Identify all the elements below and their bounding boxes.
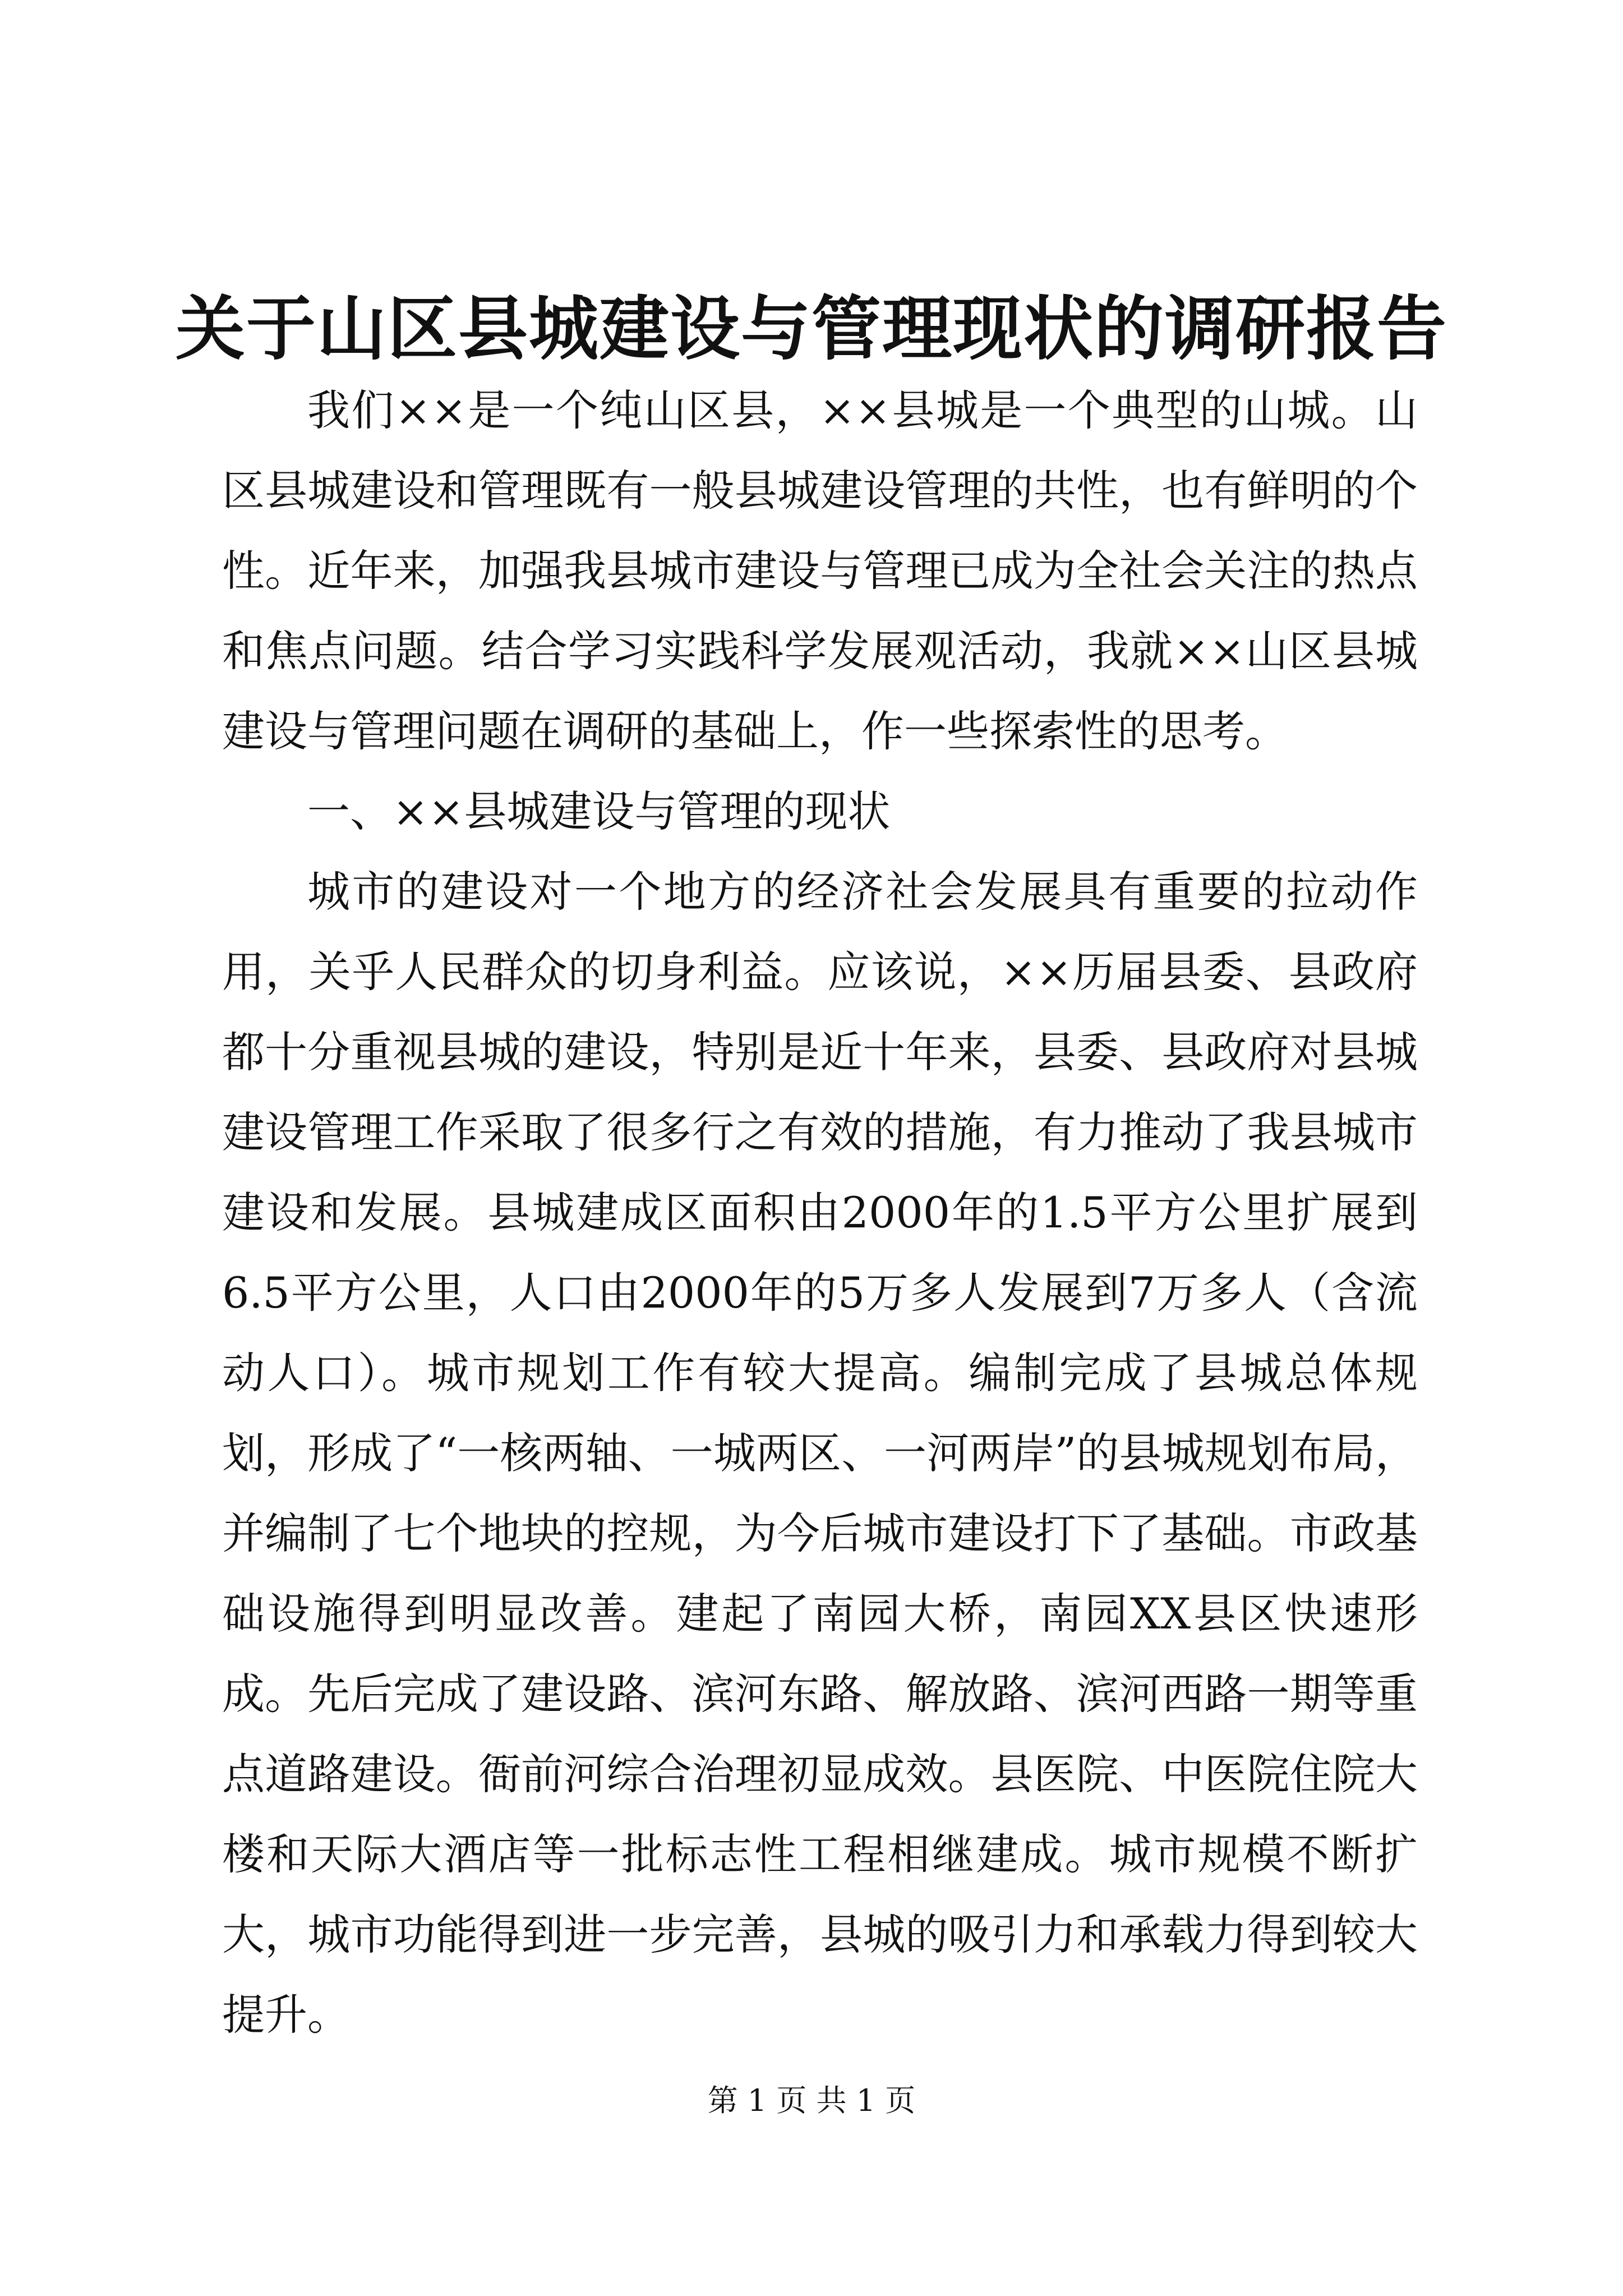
section-heading: 一、××县城建设与管理的现状 xyxy=(307,786,891,836)
intro-paragraph: 我们××是一个纯山区县，××县城是一个典型的山城。山区县城建设和管理既有一般县城建设管理的共性，也有鲜明的个性。近年来，加强我县城市建设与管理已成为全社会关注的热点和焦点问题。结合学习实践科学发展观活动，我就××山区县城建设与管理问题在调研的基础上，作一些探索性的思考。 xyxy=(222,385,1418,756)
page-number-footer: 第 1 页 共 1 页 xyxy=(707,2083,916,2118)
document-title: 关于山区县城建设与管理现状的调研报告 xyxy=(175,288,1447,370)
document-body xyxy=(222,370,1418,2055)
body-paragraph: 城市的建设对一个地方的经济社会发展具有重要的拉动作用，关乎人民群众的切身利益。应该说，××历届县委、县政府都十分重视县城的建设，特别是近十年来，县委、县政府对县城建设管理工作采取了很多行之有效的措施，有力推动了我县城市建设和发展。县城建成区面积由2000年的1.5平方公里扩展到6.5平方公里，人口由2000年的5万多人发展到7万多人（含流动人口）。城市规划工作有较大提高。编制完成了县城总体规划，形成了“一核两轴、一城两区、一河两岸”的县城规划布局，并编制了七个地块的控规，为今后城市建设打下了基础。市政基础设施得到明显改善。建起了南园大桥，南园XX县区快速形成。先后完成了建设路、滨河东路、解放路、滨河西路一期等重点道路建设。衙前河综合治理初显成效。县医院、中医院住院大楼和天际大酒店等一批标志性工程相继建成。城市规模不断扩大，城市功能得到进一步完善，县城的吸引力和承载力得到较大提升。 xyxy=(222,867,1418,2040)
